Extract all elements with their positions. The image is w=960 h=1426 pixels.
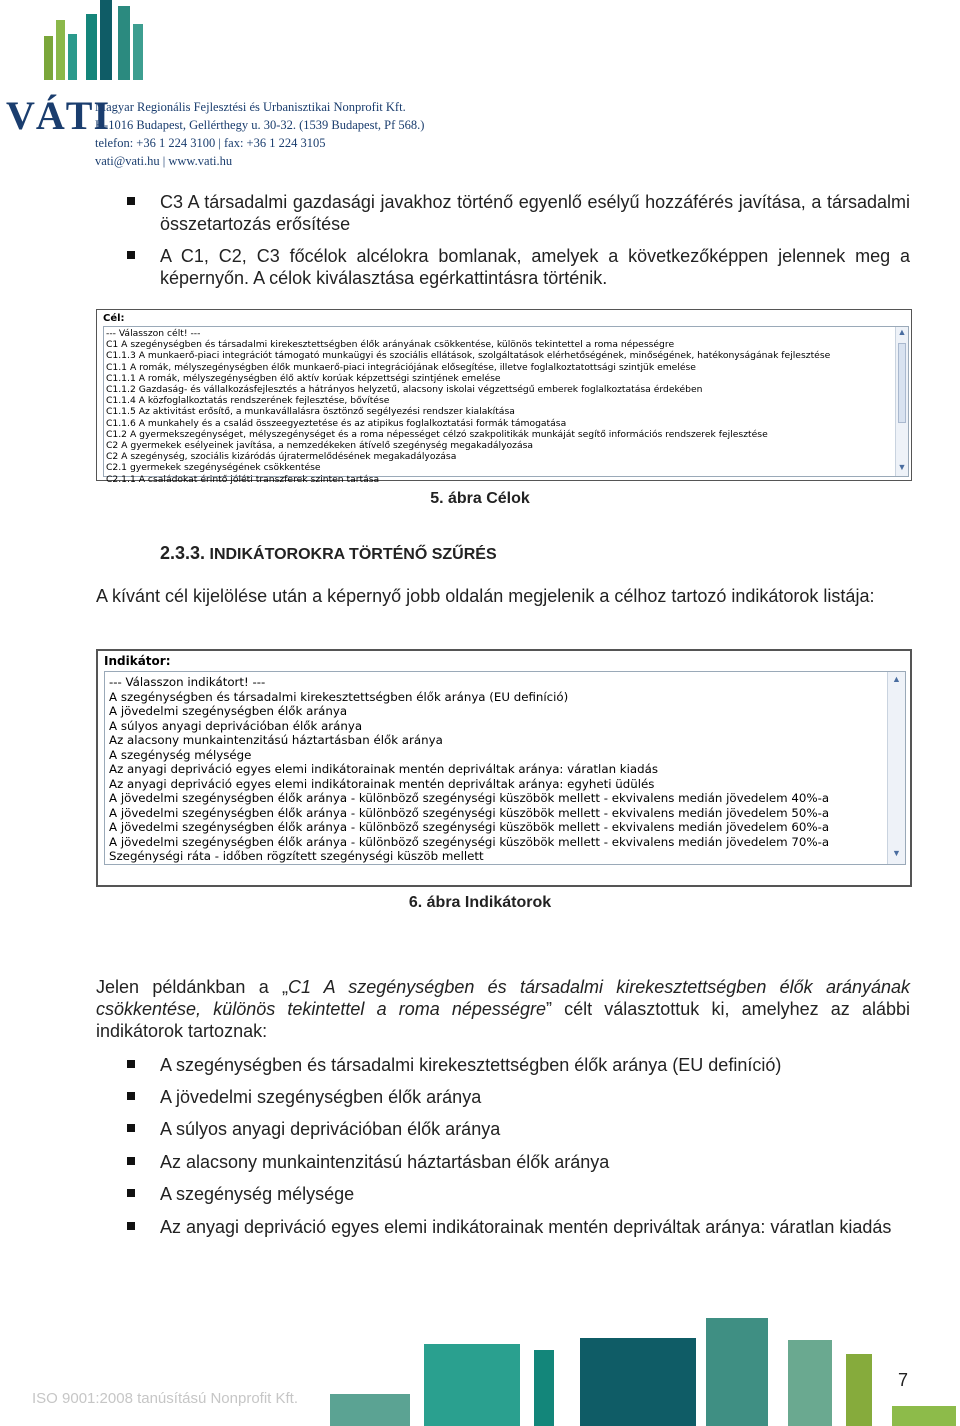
bullet-marker <box>127 1092 135 1100</box>
scroll-down-icon[interactable]: ▼ <box>892 848 901 858</box>
goal-label: Cél: <box>103 313 125 324</box>
indicator-option[interactable]: Az alacsony munkaintenzitású háztartásban élők aránya <box>109 733 443 747</box>
figure-caption-indicators: 6. ábra Indikátorok <box>408 894 552 911</box>
example-paragraph <box>96 976 910 1042</box>
indicator-option[interactable]: A szegénységben és társadalmi kirekesztettségben élők aránya (EU definíció) <box>109 689 569 704</box>
indicator-option[interactable]: Szegénységi ráta - időben rögzített szegénységi küszöb mellett <box>109 849 484 863</box>
footer-bar <box>330 1394 410 1426</box>
bullet-text: A szegénységben és társadalmi kirekesztettségben élők aránya (EU definíció) <box>160 1055 782 1075</box>
scroll-thumb[interactable] <box>898 343 906 423</box>
footer-bar <box>706 1318 768 1426</box>
bullet-marker <box>127 1124 135 1132</box>
bullet-text: Az anyagi depriváció egyes elemi indikátorainak mentén depriváltak aránya: váratlan kiadás <box>160 1217 892 1237</box>
indicator-label: Indikátor: <box>104 654 171 668</box>
org-info <box>95 98 424 170</box>
section-number: 2.3.3. <box>160 543 206 563</box>
indicator-option[interactable]: A jövedelmi szegénységben élők aránya - különböző szegénységi küszöbök mellett - ekvivalens medián jövedelem 60%-a <box>109 820 830 834</box>
goal-select-panel <box>96 309 912 485</box>
indicator-scrollbar[interactable] <box>887 672 905 864</box>
org-web: vati@vati.hu | www.vati.hu <box>95 154 233 168</box>
vati-logo-bars <box>40 0 160 80</box>
indicator-option[interactable]: A jövedelmi szegénységben élők aránya - különböző szegénységi küszöbök mellett - ekvivalens medián jövedelem 40%-a <box>109 791 830 805</box>
footer-bar <box>580 1338 696 1426</box>
goal-option[interactable]: C1.1.1 A romák, mélyszegénységben élő aktív korúak képzettségi szintjének emelése <box>106 372 501 384</box>
footer-bar <box>892 1406 956 1426</box>
example-prefix: Jelen példánkban a „ <box>96 977 288 997</box>
goal-option[interactable]: C1.1 A romák, mélyszegénységben élők munkaerő-piaci integrációjának elősegítése, illetve foglalkoztatottsági szintjük emelése <box>106 361 696 373</box>
goal-option[interactable]: C1 A szegénységben és társadalmi kirekesztettségben élők arányának csökkentése, különös tekintettel a roma népességre <box>106 339 675 351</box>
bullet-text: A jövedelmi szegénységben élők aránya <box>160 1087 482 1107</box>
goal-option[interactable]: C1.1.6 A munkahely és a család összeegyeztetése és az atipikus foglalkoztatási formák támogatása <box>106 417 567 429</box>
goal-scrollbar[interactable] <box>895 327 908 476</box>
bullet-marker <box>127 1157 135 1165</box>
bullet-text: A súlyos anyagi deprivációban élők aránya <box>160 1119 501 1139</box>
indicator-option[interactable]: --- Válasszon indikátort! --- <box>109 675 266 689</box>
scroll-up-icon[interactable]: ▲ <box>897 327 907 337</box>
bullet-marker <box>127 251 135 259</box>
org-phone: telefon: +36 1 224 3100 | fax: +36 1 224 3105 <box>95 136 326 150</box>
vati-logo-text: VÁTI <box>6 93 111 138</box>
bullet-text: A szegénység mélysége <box>160 1184 355 1204</box>
bullet-marker <box>127 1189 135 1197</box>
indicator-option[interactable]: A súlyos anyagi deprivációban élők aránya <box>109 718 363 733</box>
goal-option[interactable]: C1.1.5 Az aktivitást erősítő, a munkavállalásra ösztönző segélyezési rendszer kialakítása <box>106 406 515 418</box>
goal-option[interactable]: --- Válasszon célt! --- <box>106 328 201 339</box>
org-name: Magyar Regionális Fejlesztési és Urbanisztikai Nonprofit Kft. <box>95 100 406 114</box>
indicator-option[interactable]: Az anyagi depriváció egyes elemi indikátorainak mentén depriváltak aránya: egyheti üdülés <box>109 776 655 791</box>
section-heading <box>160 543 497 564</box>
bullet-text: A C1, C2, C3 főcélok alcélokra bomlanak, amelyek a következőképpen jelennek meg a képernyőn. A célok kiválasztása egérkattintásra történik. <box>160 246 910 288</box>
example-suffix: ” célt választottuk ki, amelyhez az alábbi indikátorok tartoznak: <box>96 999 910 1041</box>
indicator-select-panel <box>96 649 912 887</box>
goal-option[interactable]: C2.1 gyermekek szegénységének csökkentése <box>106 462 321 474</box>
bullet-text: C3 A társadalmi gazdasági javakhoz történő egyenlő esélyű hozzáférés javítása, a társadalmi összetartozás erősítése <box>160 192 910 234</box>
bullet-marker <box>127 1060 135 1068</box>
indicator-option[interactable]: Az anyagi depriváció egyes elemi indikátorainak mentén depriváltak aránya: váratlan kiadás <box>109 762 658 776</box>
footer-bar <box>424 1344 520 1426</box>
bullet-text: Az alacsony munkaintenzitású háztartásban élők aránya <box>160 1152 610 1172</box>
goal-option[interactable]: C2 A szegénység, szociális kizáródás újratermelődésének megakadályozása <box>106 451 457 463</box>
footer-bar <box>534 1350 554 1426</box>
intro-paragraph: A kívánt cél kijelölése után a képernyő jobb oldalán megjelenik a célhoz tartozó indikátorok listája: <box>96 586 875 606</box>
indicator-option[interactable]: A jövedelmi szegénységben élők aránya <box>109 704 348 718</box>
goal-option[interactable]: C2.1.1 A családokat érintő jóléti transzferek szinten tartása <box>106 473 380 485</box>
goal-option[interactable]: C1.1.3 A munkaerő-piaci integrációt támogató munkaügyi és szociális ellátások, szolgáltatások elérhetőségének, minőségének, hatékonyságának fejlesztése <box>106 350 831 362</box>
figure-caption-goals: 5. ábra Célok <box>430 490 530 507</box>
scroll-down-icon[interactable]: ▼ <box>897 462 907 472</box>
goal-option[interactable]: C2 A gyermekek esélyeinek javítása, a nemzedékeken átívelő szegénység megakadályozása <box>106 440 534 452</box>
footer-bar <box>788 1340 832 1426</box>
scroll-up-icon[interactable]: ▲ <box>892 674 901 684</box>
goal-option[interactable]: C1.1.4 A közfoglalkoztatás rendszerének fejlesztése, bővítése <box>106 395 390 407</box>
bullet-marker <box>127 197 135 205</box>
indicator-option[interactable]: A jövedelmi szegénységben élők aránya - különböző szegénységi küszöbök mellett - ekvivalens medián jövedelem 50%-a <box>109 805 830 820</box>
indicator-listbox[interactable] <box>104 671 906 865</box>
section-title: INDIKÁTOROKRA TÖRTÉNŐ SZŰRÉS <box>209 546 497 563</box>
goal-option[interactable]: C1.2 A gyermekszegénységet, mélyszegénységet és a roma népességet célzó szakpolitikák munkáját segítő információs rendszerek fejlesztése <box>106 428 768 440</box>
indicator-option[interactable]: A szegénység mélysége <box>109 747 252 762</box>
page-number: 7 <box>898 1370 909 1390</box>
iso-certificate: ISO 9001:2008 tanúsítású Nonprofit Kft. <box>32 1390 299 1407</box>
goal-listbox[interactable] <box>103 326 909 485</box>
footer-bar <box>846 1354 872 1426</box>
org-address: H-1016 Budapest, Gellérthegy u. 30-32. (1539 Budapest, Pf 568.) <box>95 118 425 132</box>
example-goal-name: C1 A szegénységben és társadalmi kirekesztettségben élők arányának csökkentése, különös tekintettel a roma népességre <box>96 977 910 1019</box>
goal-option[interactable]: C1.1.2 Gazdaság- és vállalkozásfejlesztés a hátrányos helyzetű, alacsony iskolai végzettségű emberek foglalkoztatása érdekében <box>106 384 703 396</box>
indicator-option[interactable]: A jövedelmi szegénységben élők aránya - különböző szegénységi küszöbök mellett - ekvivalens medián jövedelem 70%-a <box>109 834 830 849</box>
bullet-marker <box>127 1222 135 1230</box>
